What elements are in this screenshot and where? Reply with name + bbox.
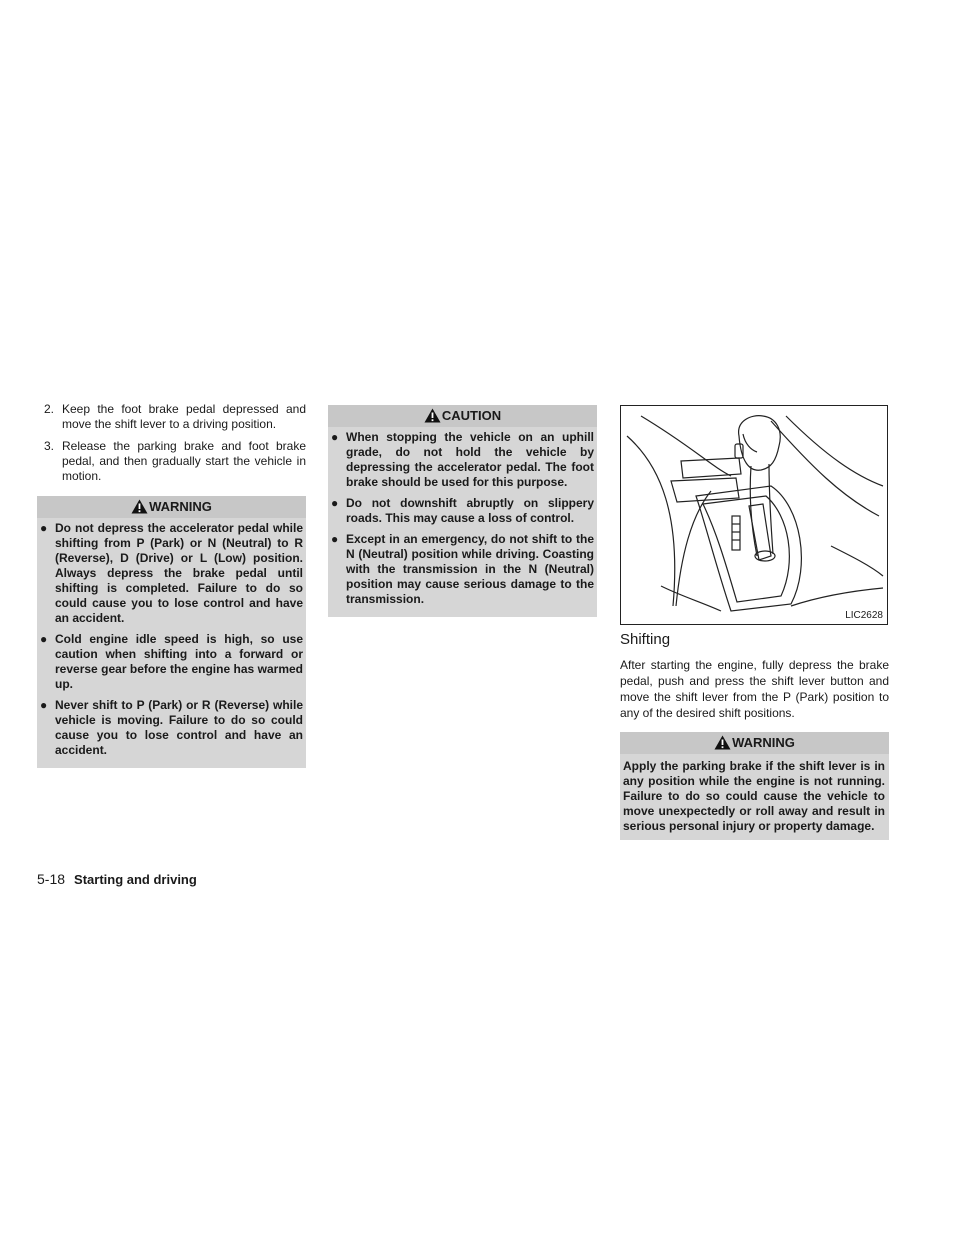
warning-triangle-icon <box>131 499 148 514</box>
step-number: 3. <box>44 439 55 453</box>
bullet: ● <box>40 698 48 712</box>
figure-label: LIC2628 <box>845 610 883 621</box>
warning-title: WARNING <box>732 735 795 750</box>
step-number: 2. <box>44 402 55 416</box>
bullet: ● <box>331 496 339 510</box>
caution-list <box>328 430 597 607</box>
warning-title: WARNING <box>149 499 212 514</box>
step-text: Release the parking brake and foot brake pedal, and then gradually start the vehicle in motion. <box>62 439 306 483</box>
caution-item-text: Except in an emergency, do not shift to the N (Neutral) position while driving. Coasting with the transmission in the N (Neutral) position may cause serious damage to the transmission. <box>346 532 594 606</box>
section-title: Shifting <box>620 631 671 648</box>
shift-lever-figure <box>620 405 888 625</box>
caution-item <box>328 496 594 526</box>
step-list <box>37 402 306 484</box>
shift-lever-illustration-icon <box>621 406 887 624</box>
warning-triangle-icon <box>714 735 731 750</box>
warning-header <box>37 496 306 518</box>
warning-text: Apply the parking brake if the shift lever is in any position while the engine is not running. Failure to do so could cause the vehicle to move unexpectedly or roll away and result in serious personal injury or property damage. <box>623 759 885 833</box>
page-footer <box>37 871 197 887</box>
warning-list <box>37 521 306 758</box>
bullet: ● <box>331 430 339 444</box>
caution-item-text: When stopping the vehicle on an uphill grade, do not hold the vehicle by depressing the accelerator pedal. The foot brake should be used for this purpose. <box>346 430 594 489</box>
caution-title: CAUTION <box>441 408 502 423</box>
warning-item <box>37 521 303 626</box>
caution-item <box>328 532 594 607</box>
right-column <box>620 405 889 840</box>
warning-triangle-icon <box>424 408 441 423</box>
bullet: ● <box>40 632 48 646</box>
step-item <box>37 402 306 432</box>
step-text: Keep the foot brake pedal depressed and move the shift lever to a driving position. <box>62 402 306 431</box>
warning-item-text: Do not depress the accelerator pedal while shifting from P (Park) or N (Neutral) to R (Reverse), D (Drive) or L (Low) position. Always depress the brake pedal until shifting is completed. Failure to do so could cause you to lose control and have an accident. <box>55 521 303 625</box>
warning-box <box>37 496 306 768</box>
warning-item-text: Cold engine idle speed is high, so use caution when shifting into a forward or reverse gear before the engine has warmed up. <box>55 632 303 691</box>
step-item <box>37 439 306 484</box>
warning-box <box>620 732 889 840</box>
shifting-paragraph: After starting the engine, fully depress the brake pedal, push and press the shift lever button and move the shift lever from the P (Park) position to any of the desired shift positions. <box>620 658 889 720</box>
bullet: ● <box>331 532 339 546</box>
caution-item <box>328 430 594 490</box>
warning-item <box>37 698 303 758</box>
middle-column <box>328 405 597 617</box>
page-number: 5-18 <box>37 871 66 887</box>
caution-box <box>328 405 597 617</box>
left-column <box>37 402 306 768</box>
warning-item <box>37 632 303 692</box>
warning-item-text: Never shift to P (Park) or R (Reverse) while vehicle is moving. Failure to do so could cause you to lose control and have an accident. <box>55 698 303 757</box>
warning-header <box>620 732 889 754</box>
bullet: ● <box>40 521 48 535</box>
caution-header <box>328 405 597 427</box>
chapter-title: Starting and driving <box>74 872 197 887</box>
caution-item-text: Do not downshift abruptly on slippery roads. This may cause a loss of control. <box>346 496 594 525</box>
